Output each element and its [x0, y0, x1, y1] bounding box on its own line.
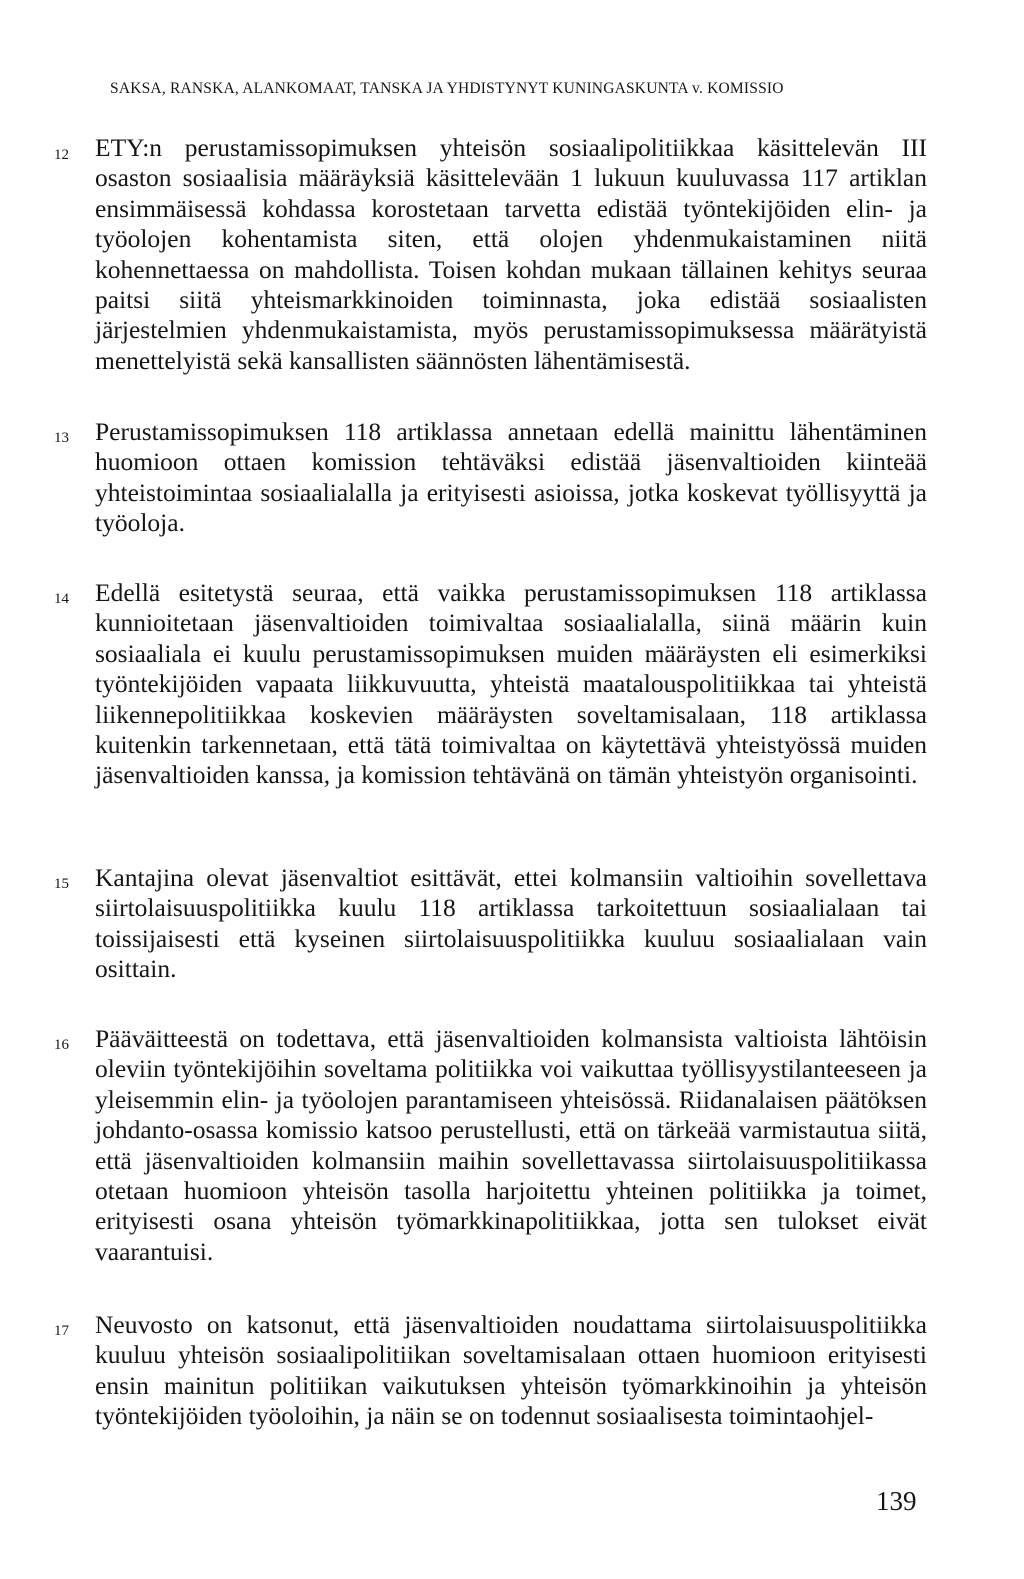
running-header: SAKSA, RANSKA, ALANKOMAAT, TANSKA JA YHDISTYNYT KUNINGASKUNTA v. KOMISSIO: [110, 80, 784, 97]
paragraph-number-12: 12: [54, 147, 69, 163]
paragraph-number-16: 16: [54, 1037, 69, 1053]
paragraph-16-text: Pääväitteestä on todettava, että jäsenvaltioiden kolmansista valtioista lähtöisin oleviin työntekijöihin soveltama politiikka voi vaikuttaa työllisyystilanteeseen ja yleisemmin elin- ja työolojen parantamiseen yhteisössä. Riidanalaisen päätöksen johdanto-osassa komissio katsoo perustellusti, että on tärkeää varmistautua siitä, että jäsenvaltioiden kolmansiin maihin sovellettavassa siirtolaisuuspolitiikassa otetaan huomioon yhteisön tasolla harjoitettu yhteinen politiikka ja toimet, erityisesti osana yhteisön työmarkkinapolitiikkaa, jotta sen tulokset eivät vaarantuisi.: [95, 1024, 927, 1266]
paragraph-15-text: Kantajina olevat jäsenvaltiot esittävät, ettei kolmansiin valtioihin sovellettava siirtolaisuuspolitiikka kuulu 118 artiklassa tarkoitettuun sosiaalialaan tai toissijaisesti että kyseinen siirtolaisuuspolitiikka kuuluu sosiaalialaan vain osittain.: [95, 863, 927, 984]
page-number: 139: [876, 1486, 917, 1516]
paragraph-number-13: 13: [54, 430, 69, 446]
paragraph-12-text: ETY:n perustamissopimuksen yhteisön sosiaalipolitiikkaa käsittelevän III osaston sosiaalisia määräyksiä käsittelevään 1 lukuun kuuluvassa 117 artiklan ensimmäisessä kohdassa korostetaan tarvetta edistää työntekijöiden elin- ja työolojen kohentamista siten, että olojen yhdenmukaistaminen niitä kohennettaessa on mahdollista. Toisen kohdan mukaan tällainen kehitys seuraa paitsi siitä yhteismarkkinoiden toiminnasta, joka edistää sosiaalisten järjestelmien yhdenmukaistamista, myös perustamissopimuksessa määrätyistä menettelyistä sekä kansallisten säännösten lähentämisestä.: [95, 133, 927, 375]
paragraph-17-text: Neuvosto on katsonut, että jäsenvaltioiden noudattama siirtolaisuuspolitiikka kuuluu yhteisön sosiaalipolitiikan soveltamisalaan ottaen huomioon erityisesti ensin mainitun politiikan vaikutuksen yhteisön työmarkkinoihin ja yhteisön työntekijöiden työoloihin, ja näin se on todennut sosiaalisesta toimintaohjel-: [95, 1310, 927, 1431]
paragraph-14-text: Edellä esitetystä seuraa, että vaikka perustamissopimuksen 118 artiklassa kunnioitetaan jäsenvaltioiden toimivaltaa sosiaalialalla, siinä määrin kuin sosiaaliala ei kuulu perustamissopimuksen muiden määräysten eli esimerkiksi työntekijöiden vapaata liikkuvuutta, yhteistä maatalouspolitiikkaa tai yhteistä liikennepolitiikkaa koskevien määräysten soveltamisalaan, 118 artiklassa kuitenkin tarkennetaan, että tätä toimivaltaa on käytettävä yhteistyössä muiden jäsenvaltioiden kanssa, ja komission tehtävänä on tämän yhteistyön organisointi.: [95, 578, 927, 790]
paragraph-number-14: 14: [54, 591, 69, 607]
paragraph-number-17: 17: [54, 1323, 69, 1339]
paragraph-number-15: 15: [54, 876, 69, 892]
paragraph-13-text: Perustamissopimuksen 118 artiklassa annetaan edellä mainittu lähentäminen huomioon ottaen komission tehtäväksi edistää jäsenvaltioiden kiinteää yhteistoimintaa sosiaalialalla ja erityisesti asioissa, jotka koskevat työllisyyttä ja työoloja.: [95, 417, 927, 538]
